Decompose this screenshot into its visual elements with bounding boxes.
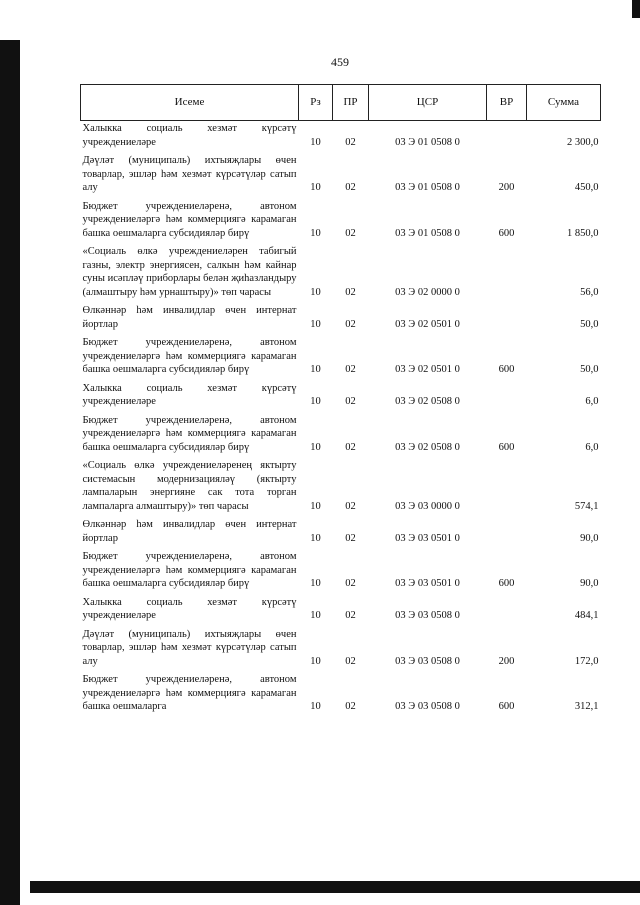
table-row: [81, 335, 601, 381]
cell-name: Өлкәннәр һәм инвалидлар өчен интернат йортлар: [82, 305, 297, 330]
table-row: [81, 199, 601, 245]
cell-name: Халыкка социаль хезмәт күрсәтү учреждениеләре: [82, 123, 297, 148]
table-row: [81, 458, 601, 517]
cell-vr: [487, 517, 527, 549]
cell-vr: 600: [498, 441, 515, 453]
cell-rz: 10: [310, 364, 321, 375]
cell-vr: 200: [498, 182, 515, 193]
table-row: [81, 549, 601, 595]
cell-rz: 10: [310, 655, 321, 667]
cell-pr: 02: [345, 532, 356, 544]
cell-vr: [487, 244, 527, 303]
cell-vr: [487, 595, 527, 627]
header-csr: ЦСР: [369, 85, 487, 121]
cell-sum: 56,0: [580, 286, 599, 298]
table-row: [81, 627, 601, 673]
page-number: 459: [331, 55, 349, 69]
cell-name: Халыкка социаль хезмәт күрсәтү учреждениеләре: [82, 596, 297, 621]
table-row: [81, 153, 601, 199]
table-row: [81, 413, 601, 459]
cell-pr: 02: [345, 701, 356, 712]
cell-sum: 450,0: [574, 182, 599, 193]
cell-csr: 03 Э 02 0508 0: [395, 441, 460, 453]
cell-name: Бюджет учреждениеләренә, автоном учреждениеләргә һәм коммерциягә карамаган башка оешмаларга субсидияләр бирү: [82, 551, 297, 589]
cell-sum: 90,0: [580, 578, 599, 589]
cell-sum: 1 850,0: [567, 227, 599, 239]
cell-rz: 10: [310, 578, 321, 589]
cell-pr: 02: [345, 396, 356, 407]
cell-sum: 50,0: [580, 364, 599, 375]
cell-csr: 03 Э 03 0508 0: [395, 701, 460, 712]
cell-sum: 6,0: [585, 441, 599, 453]
cell-name: «Социаль өлкә учреждениеләренең яктырту системасын модернизацияләү (яктырту лампаларын энергияне сак тота торган лампаларга алмаштыру)» төп чарасы: [82, 460, 297, 512]
cell-name: Бюджет учреждениеләренә, автоном учреждениеләргә һәм коммерциягә карамаган башка оешмаларга субсидияләр бирү: [82, 200, 297, 239]
cell-sum: 484,1: [574, 610, 599, 621]
cell-sum: 172,0: [574, 655, 599, 667]
cell-pr: 02: [345, 318, 356, 330]
scan-edge-bottom: [30, 881, 640, 893]
cell-vr: [487, 381, 527, 413]
cell-vr: [487, 458, 527, 517]
cell-sum: 50,0: [580, 318, 599, 330]
cell-vr: 600: [498, 364, 515, 375]
cell-pr: 02: [345, 500, 356, 512]
cell-pr: 02: [345, 610, 356, 621]
cell-name: Бюджет учреждениеләренә, автоном учреждениеләргә һәм коммерциягә карамаган башка оешмаларга субсидияләр бирү: [82, 337, 297, 375]
header-rz: Рз: [299, 85, 333, 121]
cell-vr: 200: [498, 655, 515, 667]
cell-vr: 600: [498, 701, 515, 712]
cell-name: Бюджет учреждениеләренә, автоном учреждениеләргә һәм коммерциягә карамаган башка оешмаларга: [82, 674, 297, 712]
cell-pr: 02: [345, 578, 356, 589]
scan-edge-left: [0, 40, 20, 905]
header-name: Исеме: [81, 85, 299, 121]
cell-rz: 10: [310, 610, 321, 621]
cell-pr: 02: [345, 655, 356, 667]
cell-rz: 10: [310, 286, 321, 298]
table-header-row: [81, 85, 601, 121]
cell-rz: 10: [310, 396, 321, 407]
cell-name: Өлкәннәр һәм инвалидлар өчен интернат йортлар: [82, 519, 297, 544]
table-row: [81, 303, 601, 335]
cell-pr: 02: [345, 182, 356, 193]
cell-vr: [487, 303, 527, 335]
cell-sum: 574,1: [574, 500, 599, 512]
cell-vr: 600: [498, 578, 515, 589]
cell-rz: 10: [310, 500, 321, 512]
cell-csr: 03 Э 02 0000 0: [395, 286, 460, 298]
cell-sum: 312,1: [574, 701, 599, 712]
scan-edge-right: [632, 0, 640, 18]
cell-sum: 2 300,0: [567, 136, 599, 148]
cell-pr: 02: [345, 286, 356, 298]
table-row: [81, 595, 601, 627]
cell-pr: 02: [345, 227, 356, 239]
header-vr: ВР: [487, 85, 527, 121]
header-pr: ПР: [333, 85, 369, 121]
cell-csr: 03 Э 03 0508 0: [395, 610, 460, 621]
cell-csr: 03 Э 01 0508 0: [395, 136, 460, 148]
table-row: [81, 244, 601, 303]
cell-vr: [487, 121, 527, 154]
cell-rz: 10: [310, 532, 321, 544]
cell-name: Дәүләт (муниципаль) ихтыяҗлары өчен товарлар, эшләр һәм хезмәт күрсәтүләр сатып алу: [82, 155, 297, 193]
cell-pr: 02: [345, 364, 356, 375]
cell-csr: 03 Э 02 0508 0: [395, 396, 460, 407]
cell-name: «Социаль өлкә учреждениеләрен табигый газны, электр энергиясен, салкын һәм кайнар суны исәпләү приборлары белән җиһазландыру (алмаштыру һәм урнаштыру)» төп чарасы: [82, 246, 297, 298]
table-row: [81, 381, 601, 413]
cell-csr: 03 Э 02 0501 0: [395, 364, 460, 375]
budget-table: [80, 84, 601, 718]
header-sum: Сумма: [527, 85, 601, 121]
cell-csr: 03 Э 01 0508 0: [395, 182, 460, 193]
table-row: [81, 672, 601, 718]
cell-csr: 03 Э 02 0501 0: [395, 318, 460, 330]
table-row: [81, 517, 601, 549]
cell-rz: 10: [310, 182, 321, 193]
cell-rz: 10: [310, 136, 321, 148]
cell-rz: 10: [310, 701, 321, 712]
cell-name: Халыкка социаль хезмәт күрсәтү учреждениеләре: [82, 382, 297, 407]
table-row: [81, 121, 601, 154]
cell-csr: 03 Э 03 0501 0: [395, 578, 460, 589]
cell-name: Бюджет учреждениеләренә, автоном учреждениеләргә һәм коммерциягә карамаган башка оешмаларга субсидияләр бирү: [82, 414, 297, 453]
cell-pr: 02: [345, 136, 356, 148]
cell-rz: 10: [310, 227, 321, 239]
cell-csr: 03 Э 03 0508 0: [395, 655, 460, 667]
cell-name: Дәүләт (муниципаль) ихтыяҗлары өчен товарлар, эшләр һәм хезмәт күрсәтүләр сатып алу: [82, 628, 297, 667]
cell-rz: 10: [310, 318, 321, 330]
cell-csr: 03 Э 03 0000 0: [395, 500, 460, 512]
cell-csr: 03 Э 03 0501 0: [395, 532, 460, 544]
cell-csr: 03 Э 01 0508 0: [395, 227, 460, 239]
cell-sum: 6,0: [585, 396, 599, 407]
cell-rz: 10: [310, 441, 321, 453]
cell-vr: 600: [498, 227, 515, 239]
cell-sum: 90,0: [580, 532, 599, 544]
cell-pr: 02: [345, 441, 356, 453]
